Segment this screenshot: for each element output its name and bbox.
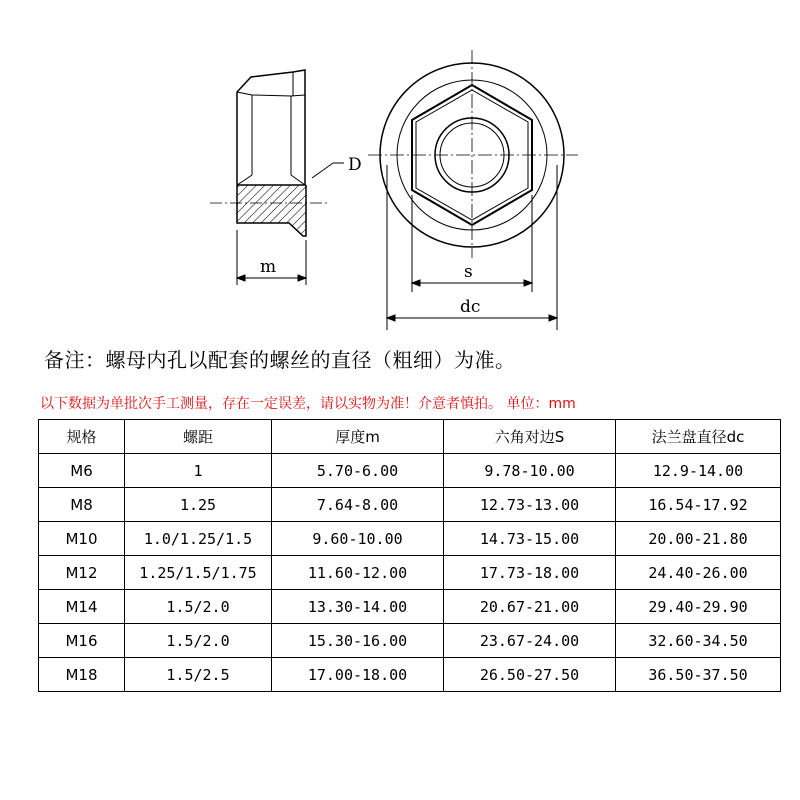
table-row: [39, 522, 781, 556]
cell-flange-diameter: 20.00-21.80: [616, 522, 781, 556]
table-row: [39, 488, 781, 522]
cell-hex-width: 17.73-18.00: [444, 556, 616, 590]
cell-flange-diameter: 24.40-26.00: [616, 556, 781, 590]
table-row: [39, 556, 781, 590]
cell-thickness: 11.60-12.00: [272, 556, 444, 590]
s-label: s: [464, 262, 473, 282]
cell-size: M14: [39, 590, 125, 624]
side-view: [210, 70, 330, 236]
cell-pitch: 1.5/2.0: [125, 624, 272, 658]
cell-hex-width: 26.50-27.50: [444, 658, 616, 692]
header-size: 规格: [39, 420, 125, 454]
cell-flange-diameter: 29.40-29.90: [616, 590, 781, 624]
cell-thickness: 9.60-10.00: [272, 522, 444, 556]
cell-thickness: 17.00-18.00: [272, 658, 444, 692]
top-view: [368, 50, 578, 258]
header-hex-width: 六角对边S: [444, 420, 616, 454]
spec-table: [38, 419, 781, 692]
dc-label: dc: [460, 297, 481, 317]
table-row: [39, 658, 781, 692]
cell-thickness: 13.30-14.00: [272, 590, 444, 624]
cell-flange-diameter: 32.60-34.50: [616, 624, 781, 658]
cell-size: M12: [39, 556, 125, 590]
cell-flange-diameter: 16.54-17.92: [616, 488, 781, 522]
cell-pitch: 1.5/2.5: [125, 658, 272, 692]
table-row: [39, 590, 781, 624]
table-header-row: [39, 420, 781, 454]
cell-size: M10: [39, 522, 125, 556]
cell-hex-width: 14.73-15.00: [444, 522, 616, 556]
cell-hex-width: 9.78-10.00: [444, 454, 616, 488]
cell-pitch: 1.25/1.5/1.75: [125, 556, 272, 590]
header-thickness: 厚度m: [272, 420, 444, 454]
disclaimer-text: 以下数据为单批次手工测量，存在一定误差，请以实物为准！介意者慎拍。 单位：mm: [40, 396, 576, 412]
m-label: m: [260, 257, 277, 277]
cell-pitch: 1.5/2.0: [125, 590, 272, 624]
cell-size: M16: [39, 624, 125, 658]
m-dimension: [237, 230, 306, 285]
d-label: D: [348, 155, 362, 175]
cell-hex-width: 12.73-13.00: [444, 488, 616, 522]
technical-drawing: [0, 0, 800, 340]
cell-size: M6: [39, 454, 125, 488]
cell-hex-width: 23.67-24.00: [444, 624, 616, 658]
cell-size: M18: [39, 658, 125, 692]
header-flange-diameter: 法兰盘直径dc: [616, 420, 781, 454]
cell-size: M8: [39, 488, 125, 522]
table-row: [39, 454, 781, 488]
note-text: 备注：螺母内孔以配套的螺丝的直径（粗细）为准。: [44, 348, 516, 372]
cell-pitch: 1: [125, 454, 272, 488]
cell-thickness: 15.30-16.00: [272, 624, 444, 658]
table-row: [39, 624, 781, 658]
cell-pitch: 1.0/1.25/1.5: [125, 522, 272, 556]
cell-pitch: 1.25: [125, 488, 272, 522]
cell-thickness: 7.64-8.00: [272, 488, 444, 522]
cell-hex-width: 20.67-21.00: [444, 590, 616, 624]
cell-flange-diameter: 12.9-14.00: [616, 454, 781, 488]
cell-thickness: 5.70-6.00: [272, 454, 444, 488]
d-leader: [312, 155, 362, 178]
cell-flange-diameter: 36.50-37.50: [616, 658, 781, 692]
header-pitch: 螺距: [125, 420, 272, 454]
